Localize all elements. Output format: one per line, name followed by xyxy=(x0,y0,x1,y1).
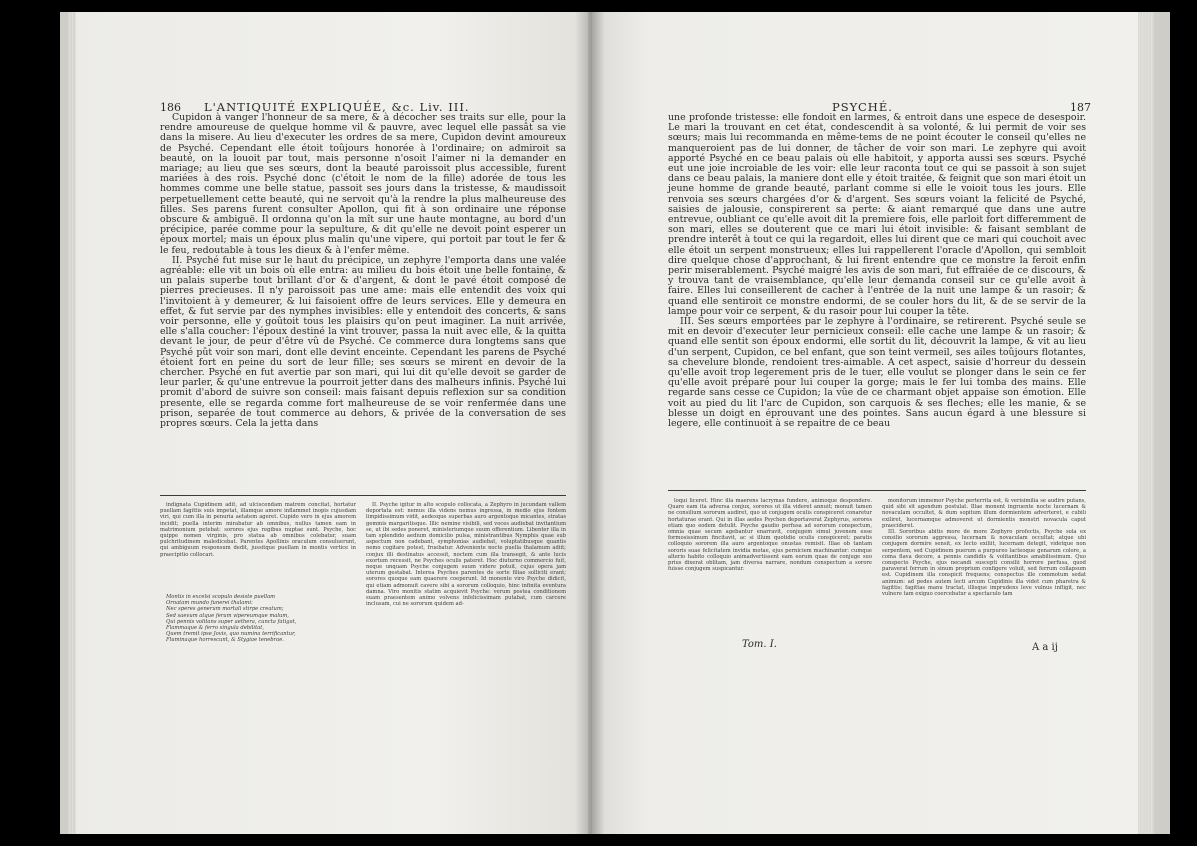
left-notes-col1 xyxy=(160,502,356,590)
left-footnote-rule xyxy=(160,495,566,496)
verse-line: Montis in excelsi scopulo desiste puellam xyxy=(166,594,276,600)
right-note-col1-text: loqui liceret. Hinc illa maerens lacrymas fundere, animoque desponderе. Quare eam ita adversa conjux, sorores ut illa videret annuit; monuit tamen ne consilium sororum audiret, quo ut conjugem oculis conspiceret conaretur hortaturae erant. Qui in illas aedes Psychen deportaverat Zephyrus, sorores etiam quo eodem detulit. Psyche gaudio perfusa ad sororum conspectum, omnia quae secum agebantur enarravit, conjugem simul juvenem esse formosissimum fincitavit, ac si illum quotidie oculis conspiceret; paratis colloquio sororem illa auro argentoque onustas remisit. Illae ob tantam sororis suae felicitatem invidia motae, ejus perniciem machinantur: cumque alterio habito colloquio animadvertissent eam eorum quae de conjuge suo prius dixerat oblitam, jam diversa narrare, nondum conspectum a sorore fuisse conjugem suspicantur. xyxy=(668,498,872,573)
right-page xyxy=(592,12,1154,834)
verse-line: Fluminaque horrescunt, & Stygiae tenebrae. xyxy=(166,637,284,644)
open-book xyxy=(60,12,1170,834)
right-running-head: PSYCHÉ. xyxy=(832,100,893,114)
verse-line: Sed saevum atque ferum vipereumque malum, xyxy=(166,612,289,619)
right-notes-col1 xyxy=(668,498,872,632)
right-footnote-rule xyxy=(668,490,1086,491)
left-note-col1-text: indignata Cupidinem adit, ad ulciscendam matrem concitat, hortatur puellam fagittis suis impetat, illamque amore inflammet inopis cujusdam viri, qui cum illa in penuria aetatem ageret. Cupido vero in ejus amorem incidit; puella interim mirabatur ab omnibus, nullus tamen eam in matrimonium petebat: sorores ejus regibus nuptae sunt. Psyche, hoc quippe nomen virginis, pro statua ab omnibus colebatur, suam pulchritudinem maledicebat. Parentes Apollinis oraculum consuluerunt, qui ambiguum responsum dedit, jussitque puellam in montis vertice in praecipitio collocari. xyxy=(160,502,356,558)
right-notes-col2 xyxy=(882,498,1086,640)
verse-line: Qui pennis volitans super aethera, cuncta fatigat, xyxy=(166,618,297,625)
verse-line: Flammaque & ferro singula debilitat, xyxy=(166,625,264,632)
right-paragraph-2: III. Ses sœurs emportées par le zephyre à l'ordinaire, se retirerent. Psyché seule se mit en devoir d'executer leur pernicieux conseil: elle cache une lampe & un rasoir; & quand elle sentit son époux endormi, elle sortit du lit, découvrit la lampe, & vit au lieu d'un serpent, Cupidon, ce bel enfant, que son teint vermeil, ses ailes toûjours flotantes, sa chevelure blonde, rendoient tres-aimable. A cet aspect, saisie d'horreur du dessein qu'elle avoit trop legerement pris de le tuer, elle voulut se plonger dans le sein ce fer qu'elle avoit préparé pour lui couper la gorge; mais le fer lui tomba des mains. Elle regarde sans cesse ce Cupidon; la vûe de ce charmant objet appaise son émotion. Elle voit au pied du lit l'arc de Cupidon, son carquois & ses fleches; elle les manie, & se blesse un doigt en éprouvant une des pointes. Sans aucun égard à une blessure si legere, elle continuoit à se repaitre de ce beau xyxy=(668,316,1086,430)
left-notes-col2 xyxy=(366,502,566,652)
verse-line: Nec speres generum mortali stirpe creatum; xyxy=(166,606,284,613)
left-paragraph-2: II. Psyché fut mise sur le haut du précipice, un zephyre l'emporta dans une valée agréable: elle vit un bois où elle entra: au milieu du bois étoit une belle fontaine, & un palais superbe tout brillant d'or & d'argent, & dont le pavé étoit composé de pierres precieuses. Il n'y paroissoit pas une ame: mais elle entendit des voix qui l'invitoient à y demeurer, & lui faisoient offre de leurs services. Elle y demeura en effet, & fut servie par des nymphes invisibles: elle y entendoit des concerts, & sans voir personne, elle y goûtoit tous les plaisirs qu'on peut imaginer. La nuit arrivée, elle s'alla coucher: l'époux destiné la vint trouver, passa la nuit avec elle, & la quitta devant le jour, de peur d'être vû de Psyché. Ce commerce dura longtems sans que Psyché pût voir son mari, dont elle devint enceinte. Cependant les parens de Psyché étoient fort en peine du sort de leur fille; ses sœurs se mirent en devoir de la chercher. Psyché en fut avertie par son mari, qui lui dit qu'elle devoit se garder de leur parler, & qu'une entrevue la pourroit jetter dans des malheurs infinis. Psyché lui promit d'abord de suivre son conseil: mais faisant depuis reflexion sur sa condition presente, elle se regarda comme fort malheureuse de se voir renfermée dans une prison, separée de tout commerce au dehors, & privée de la conversation de ses propres sœurs. Cela la jetta dans xyxy=(160,254,566,430)
right-main-text xyxy=(668,113,1086,429)
verse-line: Ornatam mundo funerei thalami: xyxy=(166,600,253,607)
left-page xyxy=(68,12,588,834)
left-paragraph-1: Cupidon à vanger l'honneur de sa mere, & à décocher ses traits sur elle, pour la rendre amoureuse de quelque homme vil & pauvre, avec lequel elle passât sa vie dans la misere. Au lieu d'executer les ordres de sa mere, Cupidon devint amoureux de Psyché. Cependant elle étoit toûjours honorée à l'ordinaire; on admiroit sa beauté, on la louoit par tout, mais personne n'osoit l'aimer ni la demander en mariage; au lieu que ses sœurs, dont la beauté paroissoit plus accessible, furent mariées à des rois. Psyché donc (c'étoit le nom de la fille) adorée de tous les hommes comme une belle statue, passoit ses jours dans la tristesse, & maudissoit perpetuellement cette beauté, qui ne servoit qu'à la rendre la plus malheureuse des filles. Ses parens furent consulter Apollon, qui fit à son ordinaire une réponse obscure & ambiguë. Il ordonna qu'on la mît sur une haute montagne, au bord d'un précipice, parée comme pour la sepulture, & dit qu'elle ne devoit point esperer un époux mortel; mais un époux plus malin qu'une vipere, qui portoit par tout le fer & le feu, redoutable à tous les dieux & à l'enfer même. xyxy=(160,112,566,256)
signature-mark: A a ij xyxy=(1032,642,1058,653)
page-edge-left xyxy=(68,12,76,834)
left-main-text xyxy=(160,113,566,429)
catchword: Tom. I. xyxy=(742,639,777,650)
right-note-col2-para-1: monitorum immemor Psyche perterrita est, & verisimilia se audire putans, quid sibi sit agendum postulat. Illae monent ingruente nocte lucernam & novaculam occultet, & dum sopitum illum dormientem adverteret, e cubili exiliret, lucernamque admoveret ut dormientis monstri novacula caput praecideret. xyxy=(882,498,1086,529)
right-note-col2-para-2: III. Sororibus abitis more de more Zephyro profectis, Psyche sola ex consilio sororum aggressa, lucernam & novaculam occultat; atque ubi conjugem dormire sensit, ex lecto exiliit, lucernam detegit, videtque non serpentem, sed Cupidinem puerum a purpureo lacteoque genarum colore, a coma flava decore, a pennis candidis & volitantibus amabilissimum. Quo conspecto Psyche, ejus necandi suscepti consilii horrore perfusa, quod paraverat ferrum in sinum proprium configere voluit, sed ferrum collapsum est. Cupidinem illa conspicit frequens; conspectus ille commotum sedat animum: ad pedes autem lecti arcum Cupidinis illa videt cum pharetra & fagittis; fagittas manu tractat, illisque imprudens leve vulnus infligit, nec vulnere tam exiguo coercebatur a spectaculo tam xyxy=(882,529,1086,598)
verse-line: Quem tremit ipse Jovis, quo numina terrificantur, xyxy=(166,631,296,638)
left-running-head: L'ANTIQUITÉ EXPLIQUÉE, &c. Liv. III. xyxy=(204,100,470,114)
right-page-number: 187 xyxy=(1070,101,1091,114)
book-gutter xyxy=(575,12,605,834)
right-paragraph-1: une profonde tristesse: elle fondoit en larmes, & entroit dans une espece de desespoir. Le mari la trouvant en cet état, condescendit à sa volonté, & lui permit de voir ses sœurs; mais lui recommanda en même-tems de ne point écouter le conseil qu'elles ne manqueroient pas de lui donner, de tâcher de voir son mari. Le zephyre qui avoit apporté Psyché en ce beau palais où elle habitoit, y apporta aussi ses sœurs. Psyché eut une joie incroiable de les voir: elle leur raconta tout ce qui se passoit à son sujet dans ce beau palais, la maniere dont elle y étoit traitée, & feignit que son mari étoit un jeune homme de grande beauté, parlant comme si elle le voioit tous les jours. Elle renvoia ses sœurs chargées d'or & d'argent. Ses sœurs voiant la felicité de Psyché, saisies de jalousie, conspirerent sa perte: & aiant remarqué que dans une autre entrevue, oubliant ce qu'elle avoit dit la premiere fois, elle parloit fort differemment de son mari, elles se douterent que ce mari lui étoit invisible: & faisant semblant de prendre interêt à tout ce qui la regardoit, elles lui dirent que ce mari qui couchoit avec elle étoit un serpent monstrueux; elles lui rappellerent l'oracle d'Apollon, qui sembloit dire quelque chose d'approchant, & lui firent entendre que ce monstre la feroit enfin perir miserablement. Psyché maigré les avis de son mari, fut effraiée de ce discours, & y trouva tant de vraisemblance, qu'elle leur demanda conseil sur ce qu'elle avoit à faire. Elles lui conseillerent de cacher à l'entrée de la nuit une lampe & un rasoir; & quand elle sentiroit ce monstre endormi, de se couler hors du lit, & de se servir de la lampe pour voir ce serpent, & du rasoir pour lui couper la tête. xyxy=(668,112,1086,317)
left-page-number: 186 xyxy=(160,101,181,114)
page-edge-right xyxy=(1138,12,1154,834)
left-note-col2-text: II. Psyche igitur in alto scopulo collocata, a Zephyro in jucundam vallem deportata est: nemus illa videns nemus ingressa, in medio ejus fontem limpidissimum vidit, aedesque superbas auro argentoque micantes, stratas gemmis margaritisque. Illic nemine visibili, sed voces audiebat invitantium se, ut ibi sedes poneret, ministeriumque suum offerentium. Libenter illa in tam splendido aedium domicilio pulsa, ministrantibus Nymphis quae sub aspectum non cadebant, symphonias audiebat, voluptatibusque quantis nemo cogitare potest, fruebatur. Adveniente nocte puella thalamum adiit; conjux illi destinatus accessit, noctem cum illa transegit, & ante lucis exortum recessit, ne Psyches oculis pateret. Hoc diuturno commercio fuit, neque unquam Psyche conjugem suum videre potuit, cujus opera jam uterum gestabat. Interea Psyches parentes de sorte filiae solliciti erant; sorores quoque eam quaerere coeperunt. Id monente viro Psyche didicit, qui etiam admonuit cavere sibi a sororum colloquio, hinc infinita eventura damna. Viro monitis statim acquievit Psyche: verum postea conditionem suam praesentem animo volvens infelicissimam putabat, cum carcere inclusam, cui ne sororum quidem ad- xyxy=(366,502,566,608)
left-verse xyxy=(160,594,356,644)
